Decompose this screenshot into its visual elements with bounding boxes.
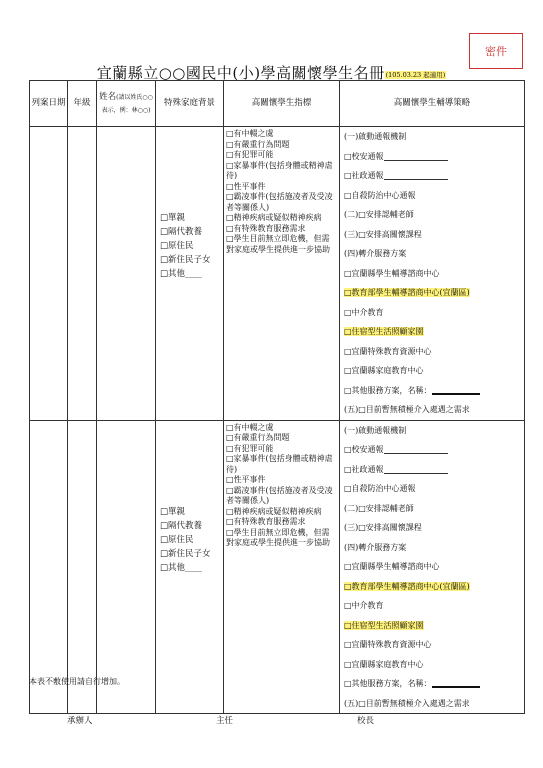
family-option[interactable]: □隔代教養 <box>160 520 203 531</box>
strategy-option[interactable] <box>340 596 524 616</box>
family-option[interactable]: □新住民子女 <box>160 548 211 559</box>
strategy-option[interactable] <box>340 147 524 167</box>
strategy-label: □自殺防治中心通報 <box>344 190 416 200</box>
family-option[interactable]: □其他____ <box>160 562 203 573</box>
confidential-stamp: 密件 <box>469 33 523 69</box>
indicator-option[interactable]: □霸凌事件(包括施凌者及受凌者等關係人) <box>226 485 333 505</box>
indicator-option[interactable]: □霸凌事件(包括施凌者及受凌者等關係人) <box>226 192 333 212</box>
indicator-option[interactable]: □有犯罪可能 <box>226 443 274 453</box>
family-cell <box>156 420 224 714</box>
strategy-option[interactable] <box>340 538 524 558</box>
strategy-option[interactable] <box>340 499 524 519</box>
family-option[interactable]: □單親 <box>160 506 186 517</box>
strategy-option[interactable] <box>340 635 524 655</box>
strategy-label: (一)啟動通報機制 <box>344 132 407 141</box>
header-name-main: 姓名 <box>99 91 117 102</box>
strategy-option[interactable] <box>340 616 524 636</box>
title-text: 宜蘭縣立○○國民中(小)學高關懷學生名冊 <box>96 64 385 82</box>
indicator-option[interactable]: □家暴事件(包括身體或精神虐待) <box>226 454 333 474</box>
strategy-label: (五)□目前暫無積極介入處遇之需求 <box>344 698 470 708</box>
table-row <box>30 420 525 714</box>
strategy-option[interactable] <box>340 460 524 480</box>
strategy-option[interactable] <box>340 283 524 303</box>
header-strategies: 高關懷學生輔導策略 <box>340 81 525 127</box>
student-register-table <box>29 80 525 714</box>
strategy-option[interactable] <box>340 361 524 381</box>
strategy-label: (三)□安排高關懷課程 <box>344 229 422 239</box>
family-option[interactable]: □隔代教養 <box>160 227 203 237</box>
date-cell[interactable] <box>30 127 68 421</box>
strategy-label: □住宿型生活照顧家園 <box>344 327 424 336</box>
strategy-label: (一)啟動通報機制 <box>344 425 407 435</box>
fill-in-blank[interactable] <box>384 442 448 454</box>
indicator-option[interactable]: □性平事件 <box>226 181 266 191</box>
strategy-option[interactable] <box>340 694 524 714</box>
strategy-label: □自殺防治中心通報 <box>344 484 416 493</box>
indicator-option[interactable]: □性平事件 <box>226 475 266 484</box>
strategy-option[interactable] <box>340 674 524 694</box>
strategy-option[interactable] <box>340 244 524 264</box>
strategy-label: (五)□目前暫無積極介入處遇之需求 <box>344 405 470 414</box>
footnote: 本表不敷使用請自行增加。 <box>29 677 125 686</box>
strategy-label: □社政通報 <box>344 171 384 180</box>
indicator-cell <box>224 127 340 421</box>
strategy-label: (三)□安排高關懷課程 <box>344 523 422 532</box>
strategy-label: □其他服務方案，名稱： <box>344 679 432 688</box>
fill-in-blank[interactable] <box>384 149 448 161</box>
signature-handler: 承辦人 <box>67 716 93 726</box>
indicator-option[interactable]: □家暴事件(包括身體或精神虐待) <box>226 160 333 180</box>
indicator-option[interactable]: □有特殊教育服務需求 <box>226 223 306 233</box>
signature-director: 主任 <box>216 716 234 726</box>
fill-in-blank[interactable] <box>384 168 448 180</box>
strategy-option[interactable] <box>340 577 524 597</box>
strategy-label: □校安通報 <box>344 151 384 161</box>
indicator-option[interactable]: □學生目前無立即危機，但需對家庭或學生提供進一步協助 <box>226 527 330 547</box>
strategy-label: □住宿型生活照顧家園 <box>344 620 424 630</box>
header-indicators: 高關懷學生指標 <box>224 81 340 127</box>
strategy-label: □教育部學生輔導諮商中心(宜蘭區) <box>344 288 470 297</box>
strategy-label: (二)□安排認輔老師 <box>344 210 414 219</box>
fill-in-blank[interactable] <box>432 675 480 688</box>
strategy-label: □宜蘭縣家庭教育中心 <box>344 659 424 669</box>
strategy-label: □校安通報 <box>344 445 384 454</box>
indicator-option[interactable]: □有嚴重行為問題 <box>226 433 290 442</box>
header-date: 列案日期 <box>30 81 68 127</box>
strategy-label: □中介教育 <box>344 601 384 610</box>
strategy-option[interactable] <box>340 264 524 284</box>
header-family: 特殊家庭背景 <box>156 81 224 127</box>
strategy-label: □社政通報 <box>344 464 384 474</box>
strategy-label: □中介教育 <box>344 307 384 317</box>
revision-note: (105.03.23 起適用) <box>385 71 446 79</box>
strategy-option[interactable] <box>340 479 524 499</box>
family-option[interactable]: □單親 <box>160 213 186 223</box>
family-option[interactable]: □新住民子女 <box>160 255 211 265</box>
indicator-option[interactable]: □有犯罪可能 <box>226 150 274 159</box>
strategy-label: □教育部學生輔導諮商中心(宜蘭區) <box>344 581 470 591</box>
indicator-option[interactable]: □有中輟之虞 <box>226 422 274 432</box>
strategy-label: (四)轉介服務方案 <box>344 542 407 552</box>
family-cell <box>156 127 224 421</box>
strategy-option[interactable] <box>340 205 524 225</box>
strategy-option[interactable] <box>340 186 524 206</box>
strategy-option[interactable] <box>340 440 524 460</box>
grade-cell[interactable] <box>68 420 97 714</box>
indicator-option[interactable]: □精神疾病或疑似精神疾病 <box>226 213 322 222</box>
indicator-option[interactable]: □精神疾病或疑似精神疾病 <box>226 506 322 516</box>
strategy-option[interactable] <box>340 127 524 147</box>
strategy-option[interactable] <box>340 400 524 420</box>
strategy-label: □宜蘭特殊教育資源中心 <box>344 346 432 356</box>
fill-in-blank[interactable] <box>432 382 480 395</box>
strategy-option[interactable] <box>340 342 524 362</box>
strategy-option[interactable] <box>340 655 524 675</box>
family-option[interactable]: □原住民 <box>160 241 194 251</box>
table-row <box>30 127 525 421</box>
grade-cell[interactable] <box>68 127 97 421</box>
signature-principal: 校長 <box>357 716 375 726</box>
strategy-option[interactable] <box>340 381 524 401</box>
strategy-label: □宜蘭特殊教育資源中心 <box>344 640 432 649</box>
header-grade: 年級 <box>68 81 97 127</box>
strategy-label: □宜蘭縣學生輔導諮商中心 <box>344 562 440 571</box>
fill-in-blank[interactable] <box>384 462 448 474</box>
indicator-option[interactable]: □有特殊教育服務需求 <box>226 517 306 526</box>
family-option[interactable]: □其他____ <box>160 269 203 279</box>
strategy-option[interactable] <box>340 225 524 245</box>
name-cell[interactable] <box>97 420 156 714</box>
strategy-option[interactable] <box>340 166 524 186</box>
indicator-cell <box>224 420 340 714</box>
family-option[interactable]: □原住民 <box>160 534 194 545</box>
header-name <box>97 81 156 127</box>
strategy-option[interactable] <box>340 518 524 538</box>
name-cell[interactable] <box>97 127 156 421</box>
strategy-option[interactable] <box>340 322 524 342</box>
strategy-label: □其他服務方案，名稱： <box>344 385 432 395</box>
strategy-option[interactable] <box>340 557 524 577</box>
strategy-label: (二)□安排認輔老師 <box>344 503 414 513</box>
strategy-label: □宜蘭縣家庭教育中心 <box>344 366 424 375</box>
strategy-option[interactable] <box>340 421 524 441</box>
header-name-note: (請以姓氏○○表示，例：林○○) <box>101 93 153 114</box>
strategy-option[interactable] <box>340 303 524 323</box>
indicator-option[interactable]: □有嚴重行為問題 <box>226 139 290 149</box>
date-cell[interactable] <box>30 420 68 714</box>
indicator-option[interactable]: □有中輟之虞 <box>226 129 274 138</box>
strategy-label: □宜蘭縣學生輔導諮商中心 <box>344 268 440 278</box>
strategy-label: (四)轉介服務方案 <box>344 249 407 258</box>
strategy-cell <box>340 420 525 714</box>
strategy-cell <box>340 127 525 421</box>
indicator-option[interactable]: □學生目前無立即危機，但需對家庭或學生提供進一步協助 <box>226 234 330 254</box>
